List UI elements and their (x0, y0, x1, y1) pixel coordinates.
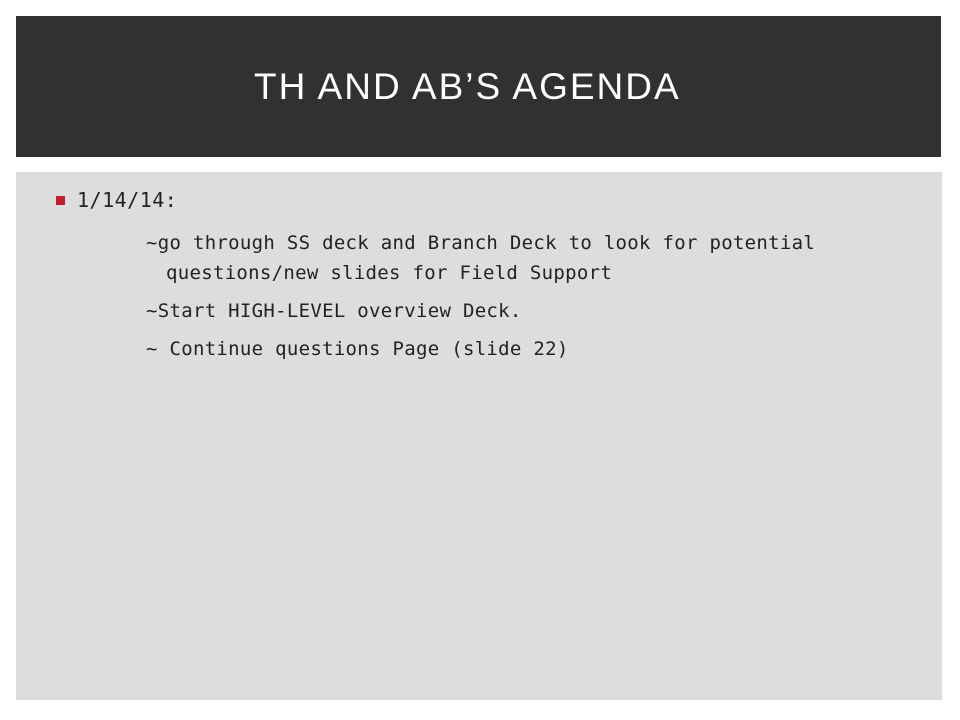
agenda-item: ~go through SS deck and Branch Deck to look for potential questions/new slides for Field Support (146, 232, 816, 284)
title-bar (16, 16, 941, 157)
agenda-item: ~ Continue questions Page (slide 22) (146, 338, 569, 360)
bullet-date-label: 1/14/14: (77, 188, 178, 212)
square-bullet-icon (56, 196, 65, 205)
agenda-item: ~Start HIGH-LEVEL overview Deck. (146, 300, 522, 322)
slide-title: TH AND AB’S AGENDA (254, 65, 681, 107)
bullet-item (56, 188, 177, 212)
agenda-list (146, 228, 906, 372)
content-panel (16, 172, 942, 700)
